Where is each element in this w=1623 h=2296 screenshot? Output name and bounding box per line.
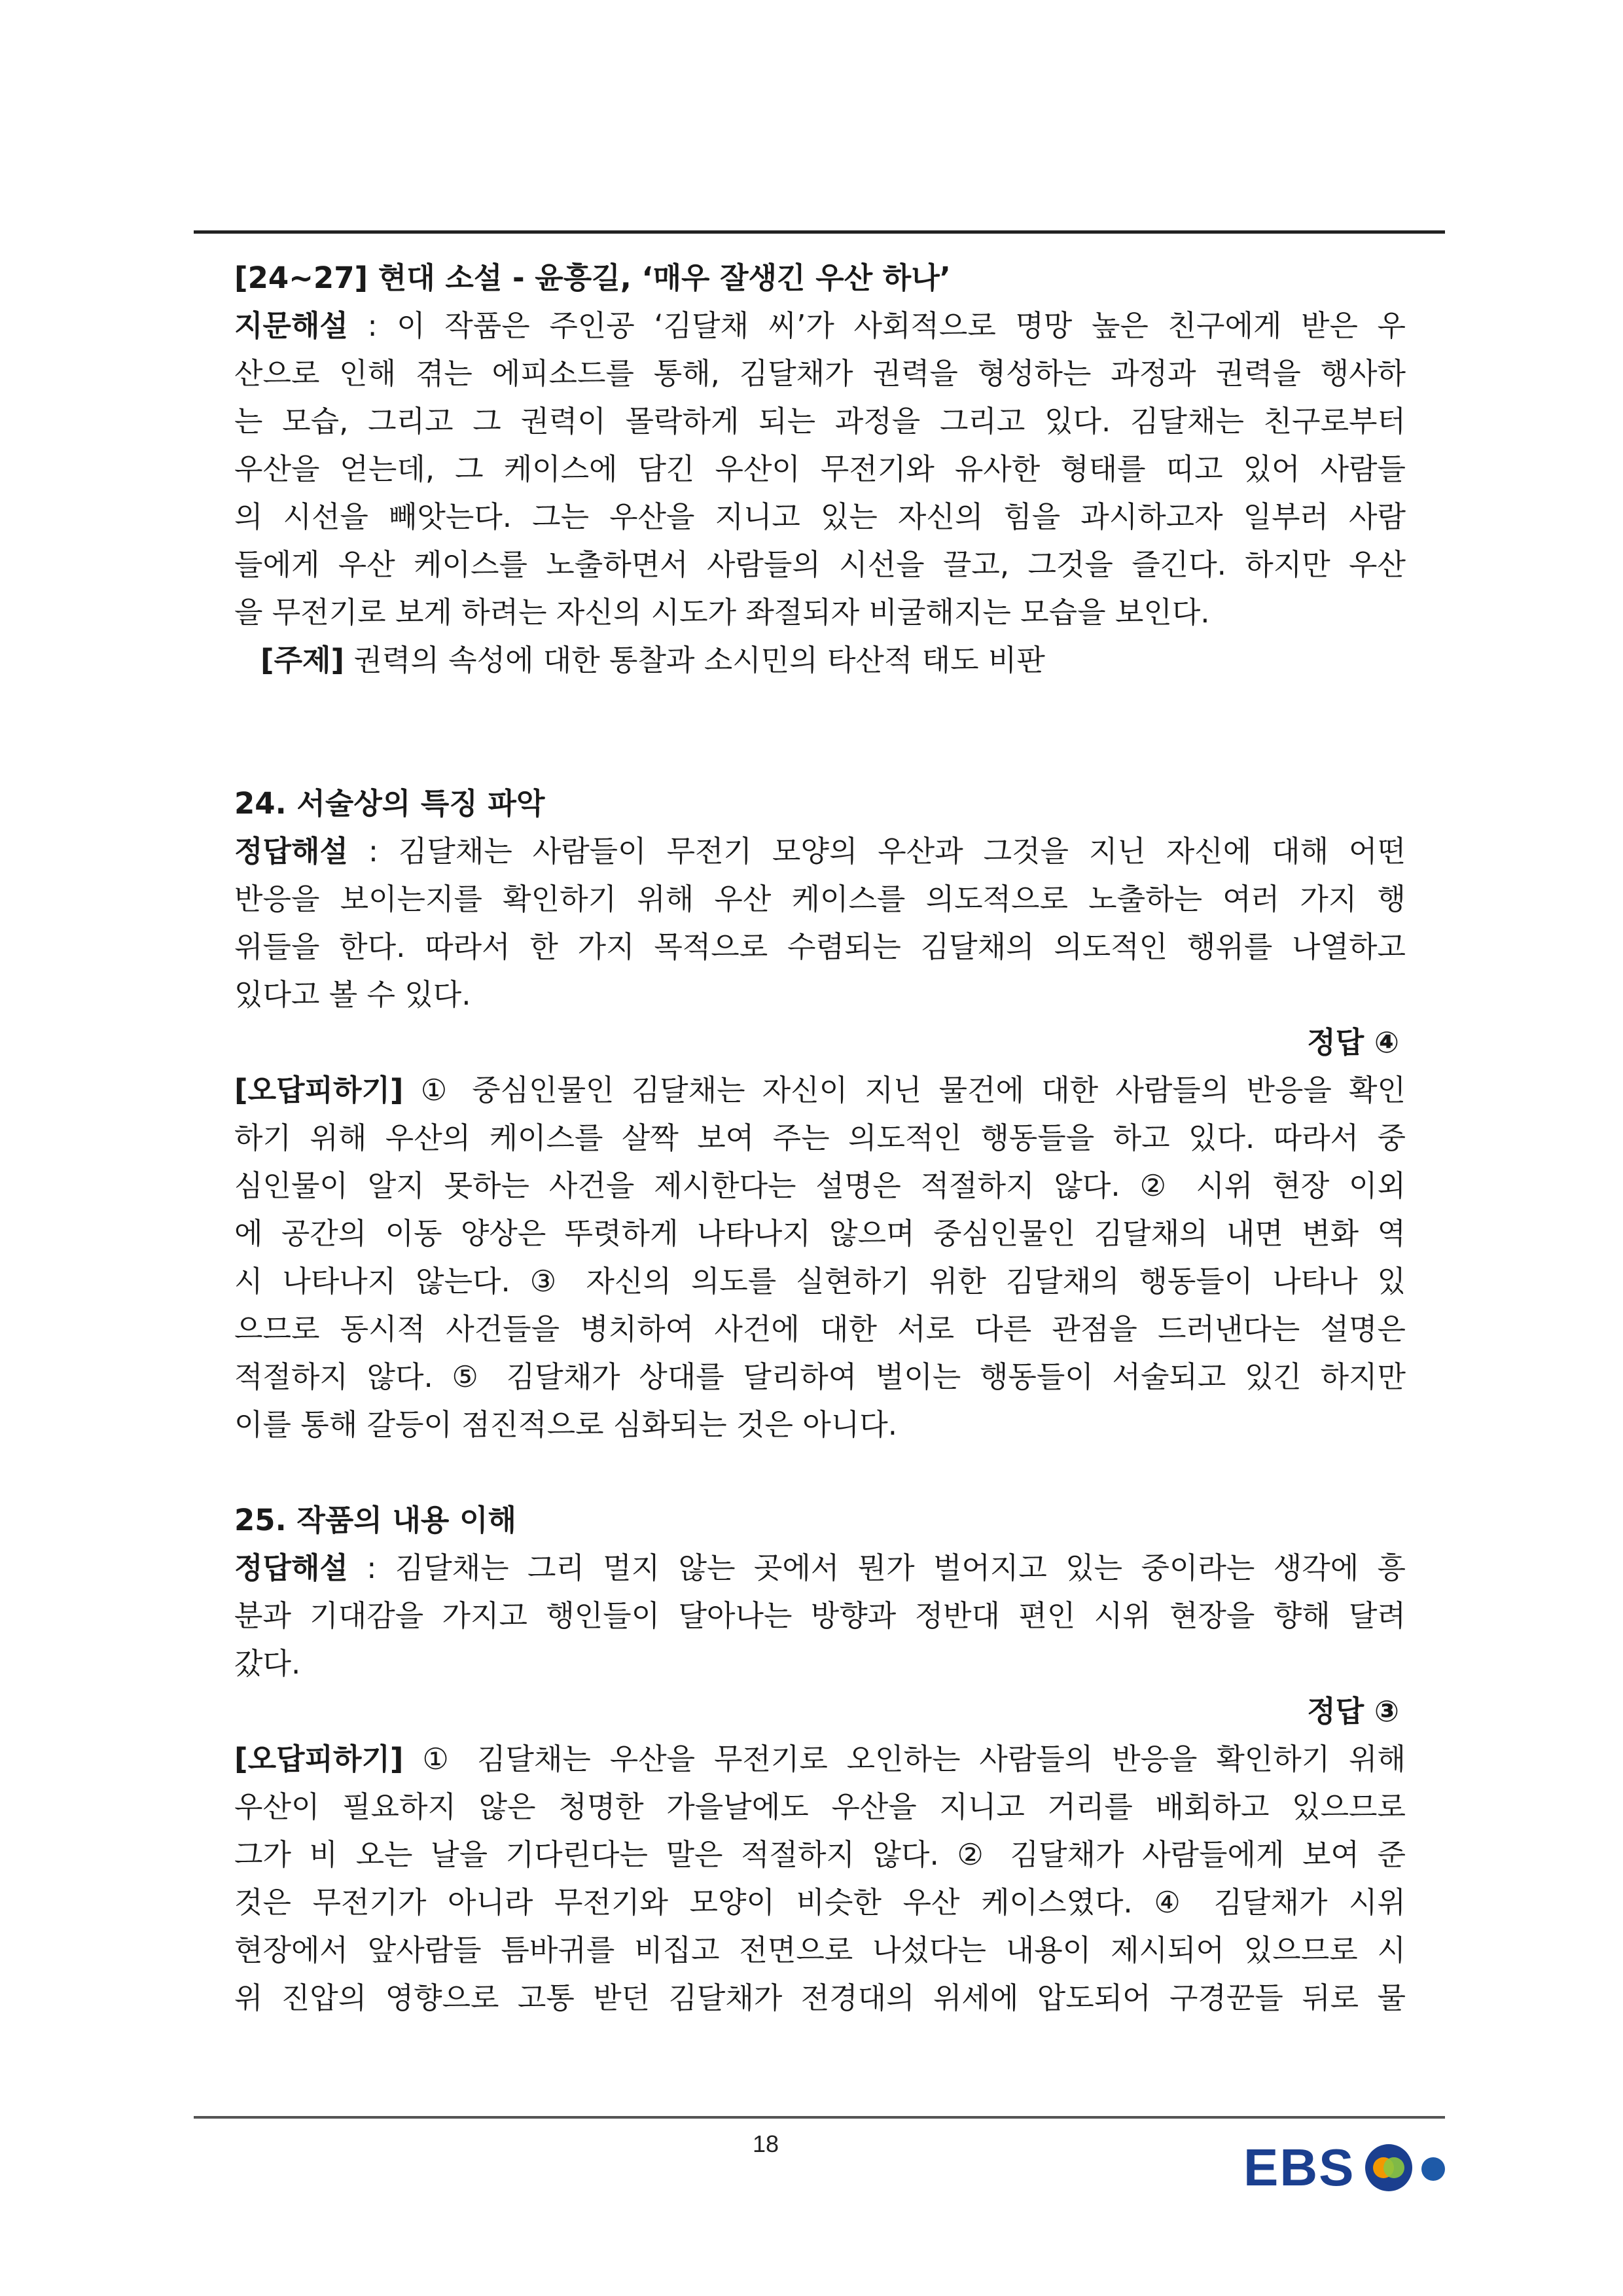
q25-wrong-line-2: 우산이 필요하지 않은 청명한 가을날에도 우산을 지니고 거리를 배회하고 있으므로 <box>234 1789 1406 1824</box>
passage-line-7: 을 무전기로 보게 하려는 자신의 시도가 좌절되자 비굴해지는 모습을 보인다. <box>234 595 1210 630</box>
q25-title: 25. 작품의 내용 이해 <box>234 1503 517 1537</box>
theme-text: 권력의 속성에 대한 통찰과 소시민의 타산적 태도 비판 <box>344 643 1045 677</box>
q24-explain-label: 정답해설 <box>234 834 348 869</box>
passage-line-5: 의 시선을 빼앗는다. 그는 우산을 지니고 있는 자신의 힘을 과시하고자 일부러 사람 <box>234 499 1406 534</box>
ebs-logo-text: EBS <box>1243 2138 1355 2197</box>
page-number: 18 <box>752 2130 779 2157</box>
theme-label: [주제] <box>260 643 345 677</box>
section-title: [24~27] 현대 소설 - 윤흥길, ‘매우 잘생긴 우산 하나’ <box>234 260 951 295</box>
q24-wrong-line-4: 에 공간의 이동 양상은 뚜렷하게 나타나지 않으며 중심인물인 김달채의 내면 변화 역 <box>234 1216 1406 1251</box>
passage-line-6: 들에게 우산 케이스를 노출하면서 사람들의 시선을 끌고, 그것을 즐긴다. 하지만 우산 <box>234 547 1406 582</box>
q24-wrong-line-5: 시 나타나지 않는다. ③ 자신의 의도를 실현하기 위한 김달채의 행동들이 나타나 있 <box>234 1264 1406 1299</box>
q24-explain-line-1: 정답해설 : 김달채는 사람들이 무전기 모양의 우산과 그것을 지닌 자신에 대해 어떤 <box>234 834 1406 869</box>
q25-wrong-line-6: 위 진압의 영향으로 고통 받던 김달채가 전경대의 위세에 압도되어 구경꾼들 뒤로 물 <box>234 1981 1406 2015</box>
q24-wrong-line-3: 심인물이 알지 못하는 사건을 제시한다는 설명은 적절하지 않다. ② 시위 현장 이외 <box>234 1168 1406 1203</box>
q25-explain-line-1: 정답해설 : 김달채는 그리 멀지 않는 곳에서 뭔가 벌어지고 있는 중이라는 생각에 흥 <box>234 1551 1406 1585</box>
q24-wrong-line-2: 하기 위해 우산의 케이스를 살짝 보여 주는 의도적인 행동들을 하고 있다. 따라서 중 <box>234 1121 1406 1155</box>
q25-wrong-line-3: 그가 비 오는 날을 기다린다는 말은 적절하지 않다. ② 김달채가 사람들에게 보여 준 <box>234 1837 1406 1872</box>
q25-explain-line-2: 분과 기대감을 가지고 행인들이 달아나는 방향과 정반대 편인 시위 현장을 향해 달려 <box>234 1598 1406 1633</box>
q24-wrong-line-8: 이를 통해 갈등이 점진적으로 심화되는 것은 아니다. <box>234 1407 898 1442</box>
q24-title: 24. 서술상의 특징 파악 <box>234 786 545 821</box>
q25-wrong-line-5: 현장에서 앞사람들 틈바귀를 비집고 전면으로 나섰다는 내용이 제시되어 있으므로 시 <box>234 1933 1406 1967</box>
q24-wrong-label: [오답피하기] <box>234 1073 404 1107</box>
q25-wrong-label: [오답피하기] <box>234 1742 404 1776</box>
spacer <box>234 1448 1406 1496</box>
passage-line-4: 우산을 얻는데, 그 케이스에 담긴 우산이 무전기와 유사한 형태를 띠고 있어 사람들 <box>234 452 1406 486</box>
q24-explain-line-3: 위들을 한다. 따라서 한 가지 목적으로 수렴되는 김달채의 의도적인 행위를 나열하고 <box>234 929 1406 964</box>
passage-theme <box>234 636 1406 684</box>
q25-wrong-line-1: [오답피하기] ① 김달채는 우산을 무전기로 오인하는 사람들의 반응을 확인하기 위해 <box>234 1742 1406 1776</box>
q24-explain-line-2: 반응을 보이는지를 확인하기 위해 우산 케이스를 의도적으로 노출하는 여러 가지 행 <box>234 882 1406 916</box>
q24-wrong-line-6: 으므로 동시적 사건들을 병치하여 사건에 대한 서로 다른 관점을 드러낸다는 설명은 <box>234 1312 1406 1346</box>
page-content <box>234 254 1406 2022</box>
logo-blue-dot-icon <box>1421 2157 1445 2181</box>
q25-wrong-line-4: 것은 무전기가 아니라 무전기와 모양이 비슷한 우산 케이스였다. ④ 김달채가 시위 <box>234 1885 1406 1920</box>
q25-answer: 정답 ③ <box>1307 1694 1399 1729</box>
q24-wrong-line-7: 적절하지 않다. ⑤ 김달채가 상대를 달리하여 벌이는 행동들이 서술되고 있긴 하지만 <box>234 1359 1406 1394</box>
passage-line-3: 는 모습, 그리고 그 권력이 몰락하게 되는 과정을 그리고 있다. 김달채는 친구로부터 <box>234 404 1406 439</box>
ebs-logo-mark-icon <box>1361 2140 1453 2195</box>
footer-rule <box>194 2116 1445 2119</box>
q24-explain-line-4: 있다고 볼 수 있다. <box>234 977 471 1012</box>
logo-green-dot-icon <box>1383 2157 1404 2178</box>
q24-answer: 정답 ④ <box>1307 1025 1399 1060</box>
passage-label: 지문해설 <box>234 308 348 343</box>
ebs-logo <box>1243 2135 1459 2200</box>
passage-line-1: 지문해설 : 이 작품은 주인공 ‘김달채 씨’가 사회적으로 명망 높은 친구에게 받은 우 <box>234 308 1406 343</box>
spacer <box>234 684 1406 780</box>
q25-explain-label: 정답해설 <box>234 1551 348 1585</box>
passage-line-2: 산으로 인해 겪는 에피소드를 통해, 김달채가 권력을 형성하는 과정과 권력을 행사하 <box>234 356 1406 391</box>
header-rule <box>194 230 1445 234</box>
q25-explain-line-3: 갔다. <box>234 1646 301 1681</box>
q24-wrong-line-1: [오답피하기] ① 중심인물인 김달채는 자신이 지닌 물건에 대한 사람들의 반응을 확인 <box>234 1073 1406 1107</box>
